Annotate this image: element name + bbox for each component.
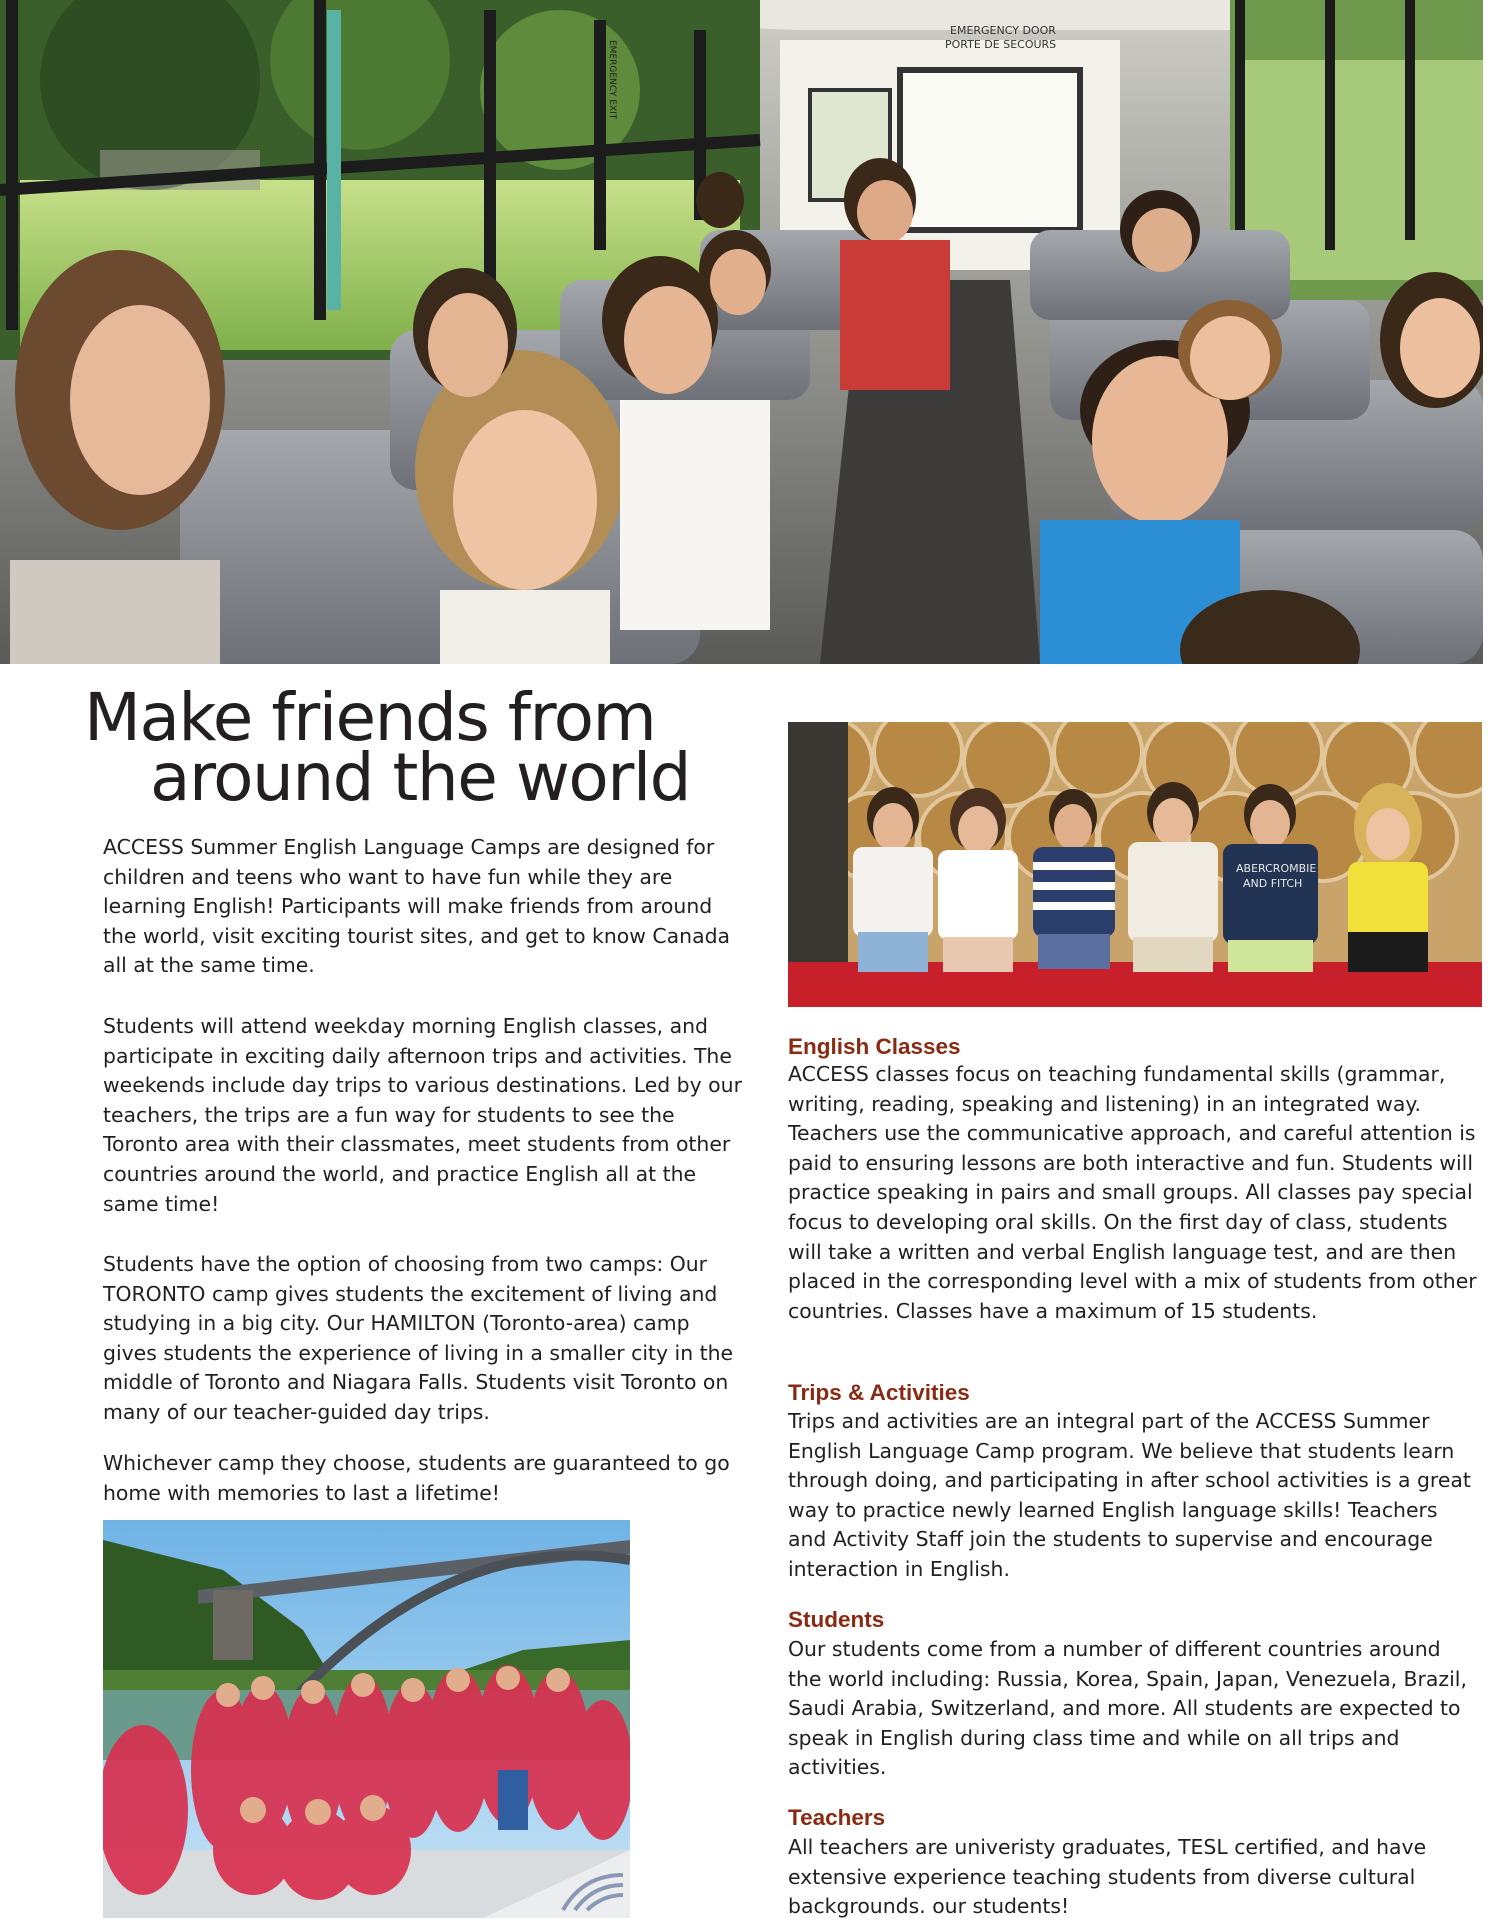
boat-photo-students-in-ponchos [103,1520,630,1918]
heading-students: Students [788,1607,885,1632]
intro-paragraph-3: Students have the option of choosing from two camps: Our TORONTO camp gives students the excitement of living and studying in a big city. Our HAMILTON (Toronto-area) camp gives students the experience of living in a smaller city in the middle of Toronto and Niagara Falls. Students visit Toronto on many of our teacher-guided day trips. [103,1252,734,1424]
headline-line-1: Make friends from [84,679,656,756]
text-students: Our students come from a number of different countries around the world including: Russia, Korea, Spain, Japan, Venezuela, Brazil, Saudi Arabia, Switzerland, and more. All students are expected to speak in English during class time and while on all trips and activities. [788,1637,1467,1780]
intro-paragraph-2: Students will attend weekday morning English classes, and participate in exciting daily afternoon trips and activities. The weekends include day trips to various destinations. Led by our teachers, the trips are a fun way for students to see the Toronto area with their classmates, meet students from other countries around the world, and practice English all at the same time! [103,1014,742,1216]
text-trips-activities: Trips and activities are an integral part of the ACCESS Summer English Language Camp program. We believe that students learn through doing, and participating in after school activities is a great way to practice newly learned English language skills! Teachers and Activity Staff join the students to supervise and encourage interaction in English. [788,1409,1471,1581]
shirt-text-line-2: AND FITCH [1243,877,1303,890]
text-english-classes: ACCESS classes focus on teaching fundamental skills (grammar, writing, reading, speaking and listening) in an integrated way. Teachers use the communicative approach, and careful attention is paid to ensuring lessons are both interactive and fun. Students will practice speaking in pairs and small groups. All classes pay special focus to developing oral skills. On the first day of class, students will take a written and verbal English language test, and are then placed in the corresponding level with a mix of students from other countries. Classes have a maximum of 15 students. [788,1062,1477,1323]
side-emergency-sign: EMERGENCY EXIT [607,40,617,120]
emergency-door-sign: EMERGENCY DOOR [950,24,1056,37]
text-teachers: All teachers are univeristy graduates, TESL certified, and have extensive experience teaching students from diverse cultural backgrounds. our students! [788,1835,1427,1919]
intro-paragraph-1: ACCESS Summer English Language Camps are designed for children and teens who want to have fun while they are learning English! Participants will make friends from around the world, visit exciting tourist sites, and get to know Canada all at the same time. [103,835,731,978]
heading-teachers: Teachers [788,1805,886,1830]
heading-trips-activities: Trips & Activities [788,1380,970,1405]
heading-english-classes: English Classes [788,1034,961,1059]
hero-photo-students-on-bus [0,0,1483,664]
intro-paragraph-4: Whichever camp they choose, students are guaranteed to go home with memories to last a lifetime! [103,1451,730,1505]
porte-de-secours-sign: PORTE DE SECOURS [945,38,1057,51]
shirt-text-line-1: ABERCROMBIE [1236,862,1317,875]
group-photo-students-on-bench [788,722,1482,1007]
headline-line-2: around the world [150,739,691,816]
